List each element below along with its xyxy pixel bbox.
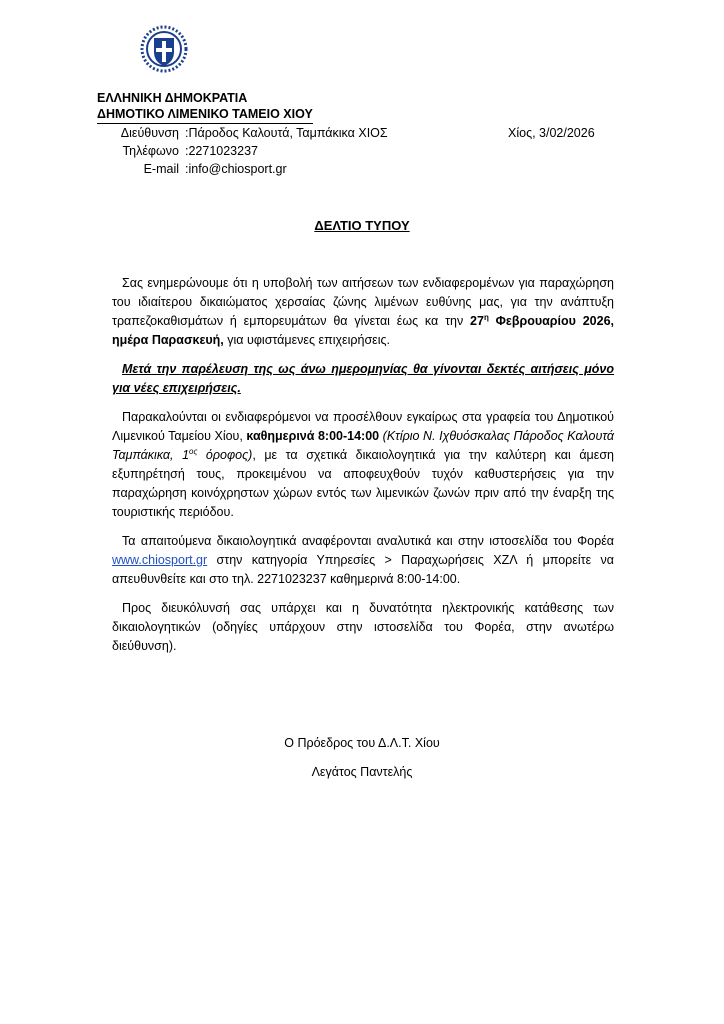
greek-coat-of-arms-icon [139,24,189,74]
p3-sup: ος [189,446,198,456]
signature-role: Ο Πρόεδρος του Δ.Λ.Τ. Χίου [284,736,440,750]
contact-label: Διεύθυνση [120,126,179,140]
p1-date: Φεβρουαρίου 2026, ημέρα Παρασκευή, [112,314,614,347]
p1-tail: για υφιστάμενες επιχειρήσεις. [223,333,391,347]
contact-value: :info@chiosport.gr [185,162,287,176]
p1-day: 27 [470,314,484,328]
p2-text: Μετά την παρέλευση της ως άνω ημερομηνίας θα γίνονται δεκτές αιτήσεις μόνο για νέες επιχειρήσεις. [112,362,614,395]
org-line2: ΔΗΜΟΤΙΚΟ ΛΙΜΕΝΙΚΟ ΤΑΜΕΙΟ ΧΙΟΥ [97,106,313,124]
p3-tail: , με τα σχετικά δικαιολογητικά για την καλύτερη και άμεση εξυπηρέτησή τους, προκειμένου να αποφευχθούν τυχόν καθυστερήσεις για την παραχώρηση κοινόχρηστων χώρων εντός των λιμενικών ζωνών πριν από την έναρξη της τουριστικής περιόδου. [112,448,614,519]
p3-text: Παρακαλούνται οι ενδιαφερόμενοι να προσέλθουν εγκαίρως στα γραφεία του Δημοτικού Λιμενικού Ταμείου Χίου, [112,410,614,443]
title-text: ΔΕΛΤΙΟ ΤΥΠΟΥ [314,218,410,233]
p3-location-text: (Κτίριο Ν. Ιχθυόσκαλας Πάροδος Καλουτά Ταμπάκικα, 1 [112,429,614,462]
p3-floor: όροφος) [197,448,253,462]
document-body [112,274,614,666]
paragraph-2 [112,360,614,398]
signature-name: Λεγάτος Παντελής [311,765,413,779]
website-link[interactable]: www.chiosport.gr [112,553,208,567]
paragraph-3 [112,408,614,522]
contact-row-email [60,160,388,178]
paragraph-4 [112,532,614,589]
document-title [0,218,724,233]
contact-value: :Πάροδος Καλουτά, Ταμπάκικα ΧΙΟΣ [185,126,388,140]
p1-sup: η [483,312,489,322]
p4-tail: στην κατηγορία Υπηρεσίες > Παραχωρήσεις ΧΖΛ ή μπορείτε να απευθυνθείτε και στο τηλ. 2271023237 καθημερινά 8:00-14:00. [112,553,614,586]
contact-value: :2271023237 [185,144,258,158]
p4-text: Τα απαιτούμενα δικαιολογητικά αναφέρονται αναλυτικά και στην ιστοσελίδα του Φορέα [122,534,614,548]
contact-block [60,124,388,178]
org-line1: ΕΛΛΗΝΙΚΗ ΔΗΜΟΚΡΑΤΙΑ [97,91,248,105]
contact-label: Τηλέφωνο [122,144,179,158]
document-date: Χίος, 3/02/2026 [508,126,595,140]
p1-text: Σας ενημερώνουμε ότι η υποβολή των αιτήσεων των ενδιαφερομένων για παραχώρηση του ιδιαίτερου δικαιώματος χερσαίας ζώνης λιμένων ευθύνης μας, για την ανάπτυξη τραπεζοκαθισμάτων ή εμπορευμάτων θα γίνεται έως κα την [112,276,614,328]
contact-row-phone [60,142,388,160]
p3-hours: καθημερινά 8:00-14:00 [246,429,380,443]
organization-header [97,90,313,124]
contact-row-address [60,124,388,142]
contact-label: E-mail [143,162,179,176]
paragraph-5: Προς διευκόλυνσή σας υπάρχει και η δυνατότητα ηλεκτρονικής κατάθεσης των δικαιολογητικών (οδηγίες υπάρχουν στην ιστοσελίδα του Φορέα, στην ανωτέρω διεύθυνση). [112,601,614,653]
paragraph-1 [112,274,614,350]
